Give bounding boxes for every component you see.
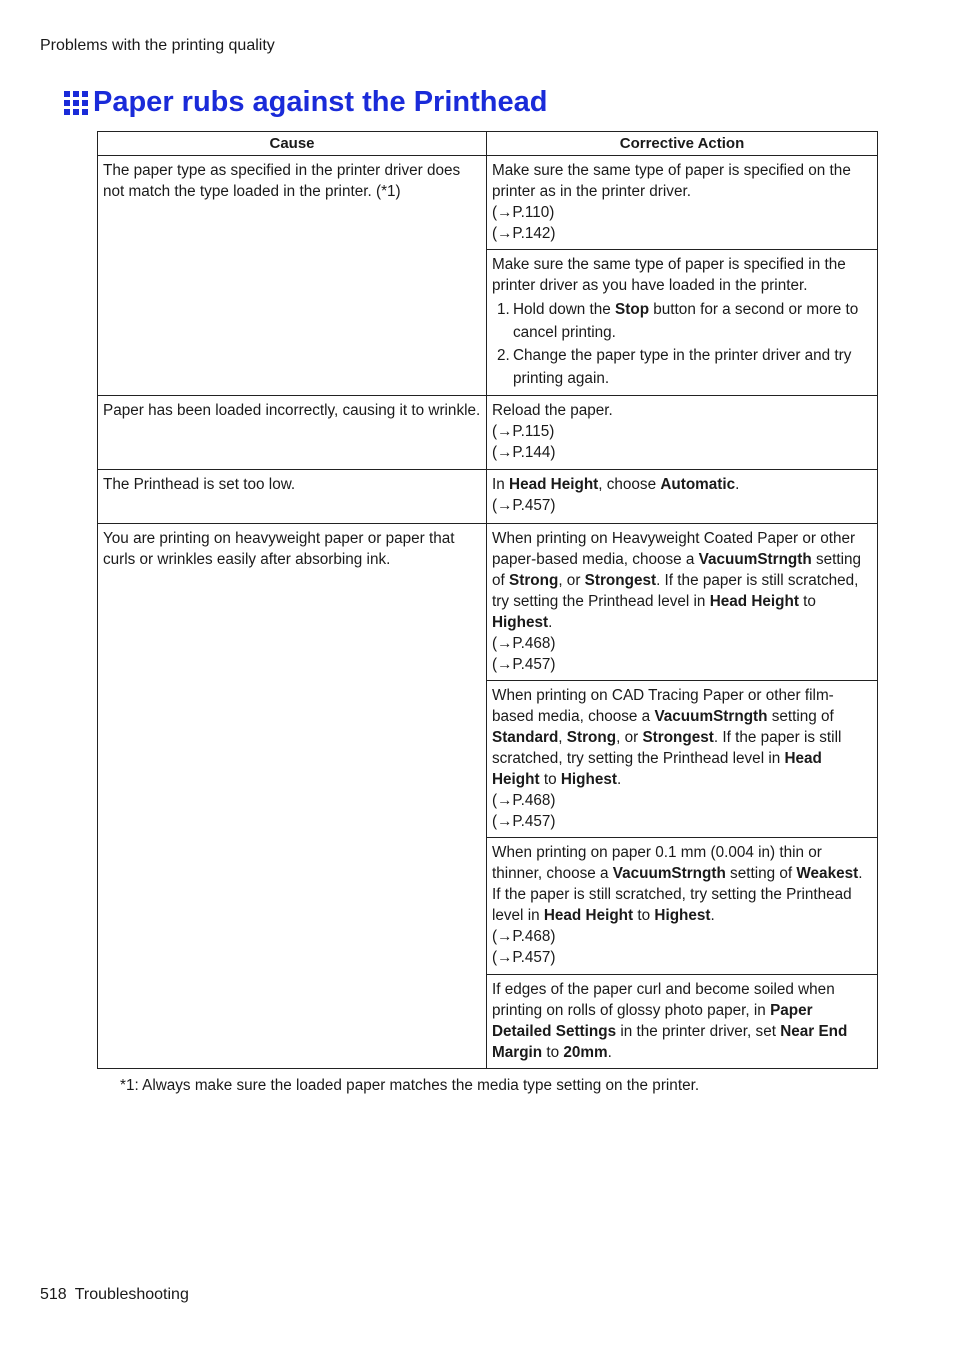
action-cell: When printing on CAD Tracing Paper or other film-based media, choose a VacuumStrngth setting of Standard, Strong, or Strongest. If the paper is still scratched, try setting the Printhead level in Head Height to Highest. (→P.468) (→P.457)	[487, 681, 878, 838]
page-reference-link[interactable]: (→P.457)	[492, 656, 556, 673]
grid-icon	[64, 91, 88, 115]
page-reference-link[interactable]: (→P.468)	[492, 792, 556, 809]
table-row	[98, 156, 878, 250]
page-reference-link[interactable]: (→P.115)	[492, 423, 555, 440]
action-cell	[487, 250, 878, 396]
table-row	[98, 524, 878, 681]
page-reference-link[interactable]: (→P.110)	[492, 204, 555, 221]
action-text: Make sure the same type of paper is specified on the printer as in the printer driver.	[492, 162, 851, 200]
cause-cell: The Printhead is set too low.	[98, 470, 487, 524]
action-cell: If edges of the paper curl and become soiled when printing on rolls of glossy photo paper, in Paper Detailed Settings in the printer driver, set Near End Margin to 20mm.	[487, 975, 878, 1069]
column-header-corrective-action: Corrective Action	[487, 132, 878, 156]
action-cell: In Head Height, choose Automatic. (→P.457)	[487, 470, 878, 524]
cause-cell: The paper type as specified in the printer driver does not match the type loaded in the printer. (*1)	[98, 156, 487, 396]
action-cell: When printing on Heavyweight Coated Paper or other paper-based media, choose a VacuumStrngth setting of Strong, or Strongest. If the paper is still scratched, try setting the Printhead level in Head Height to Highest. (→P.468) (→P.457)	[487, 524, 878, 681]
page-title	[64, 86, 547, 119]
page-reference-link[interactable]: (→P.457)	[492, 497, 556, 514]
page-reference-link[interactable]: (→P.457)	[492, 813, 556, 830]
footer-section: Troubleshooting	[74, 1286, 189, 1303]
cause-cell: Paper has been loaded incorrectly, causing it to wrinkle.	[98, 396, 487, 470]
action-cell	[487, 396, 878, 470]
cause-cell: You are printing on heavyweight paper or paper that curls or wrinkles easily after absorbing ink.	[98, 524, 487, 1069]
step-number: 2.	[497, 347, 510, 364]
step-number: 1.	[497, 301, 510, 318]
page-reference-link[interactable]: (→P.144)	[492, 444, 556, 461]
table-row	[98, 470, 878, 524]
page-reference-link[interactable]: (→P.468)	[492, 928, 556, 945]
table-header-row	[98, 132, 878, 156]
action-text: Reload the paper.	[492, 402, 613, 419]
page-reference-link[interactable]: (→P.457)	[492, 949, 556, 966]
action-cell	[487, 156, 878, 250]
stop-button-label: Stop	[615, 301, 650, 318]
table-row	[98, 396, 878, 470]
footnote: *1: Always make sure the loaded paper matches the media type setting on the printer.	[120, 1077, 700, 1094]
step-list	[492, 298, 872, 390]
action-text: Make sure the same type of paper is specified in the printer driver as you have loaded in the printer.	[492, 256, 846, 294]
column-header-cause: Cause	[98, 132, 487, 156]
action-cell: When printing on paper 0.1 mm (0.004 in) thin or thinner, choose a VacuumStrngth setting of Weakest. If the paper is still scratched, try setting the Printhead level in Head Height to Highest. (→P.468) (→P.457)	[487, 838, 878, 975]
page-reference-link[interactable]: (→P.142)	[492, 225, 556, 242]
step-item: 2. Change the paper type in the printer driver and try printing again.	[492, 344, 872, 390]
cause-action-table	[97, 131, 878, 1069]
page-footer	[40, 1286, 189, 1304]
page-number: 518	[40, 1286, 67, 1303]
page-reference-link[interactable]: (→P.468)	[492, 635, 556, 652]
page-title-text: Paper rubs against the Printhead	[93, 86, 548, 118]
step-item: 1. Hold down the Stop button for a second or more to cancel printing.	[492, 298, 872, 344]
running-header: Problems with the printing quality	[40, 37, 275, 54]
